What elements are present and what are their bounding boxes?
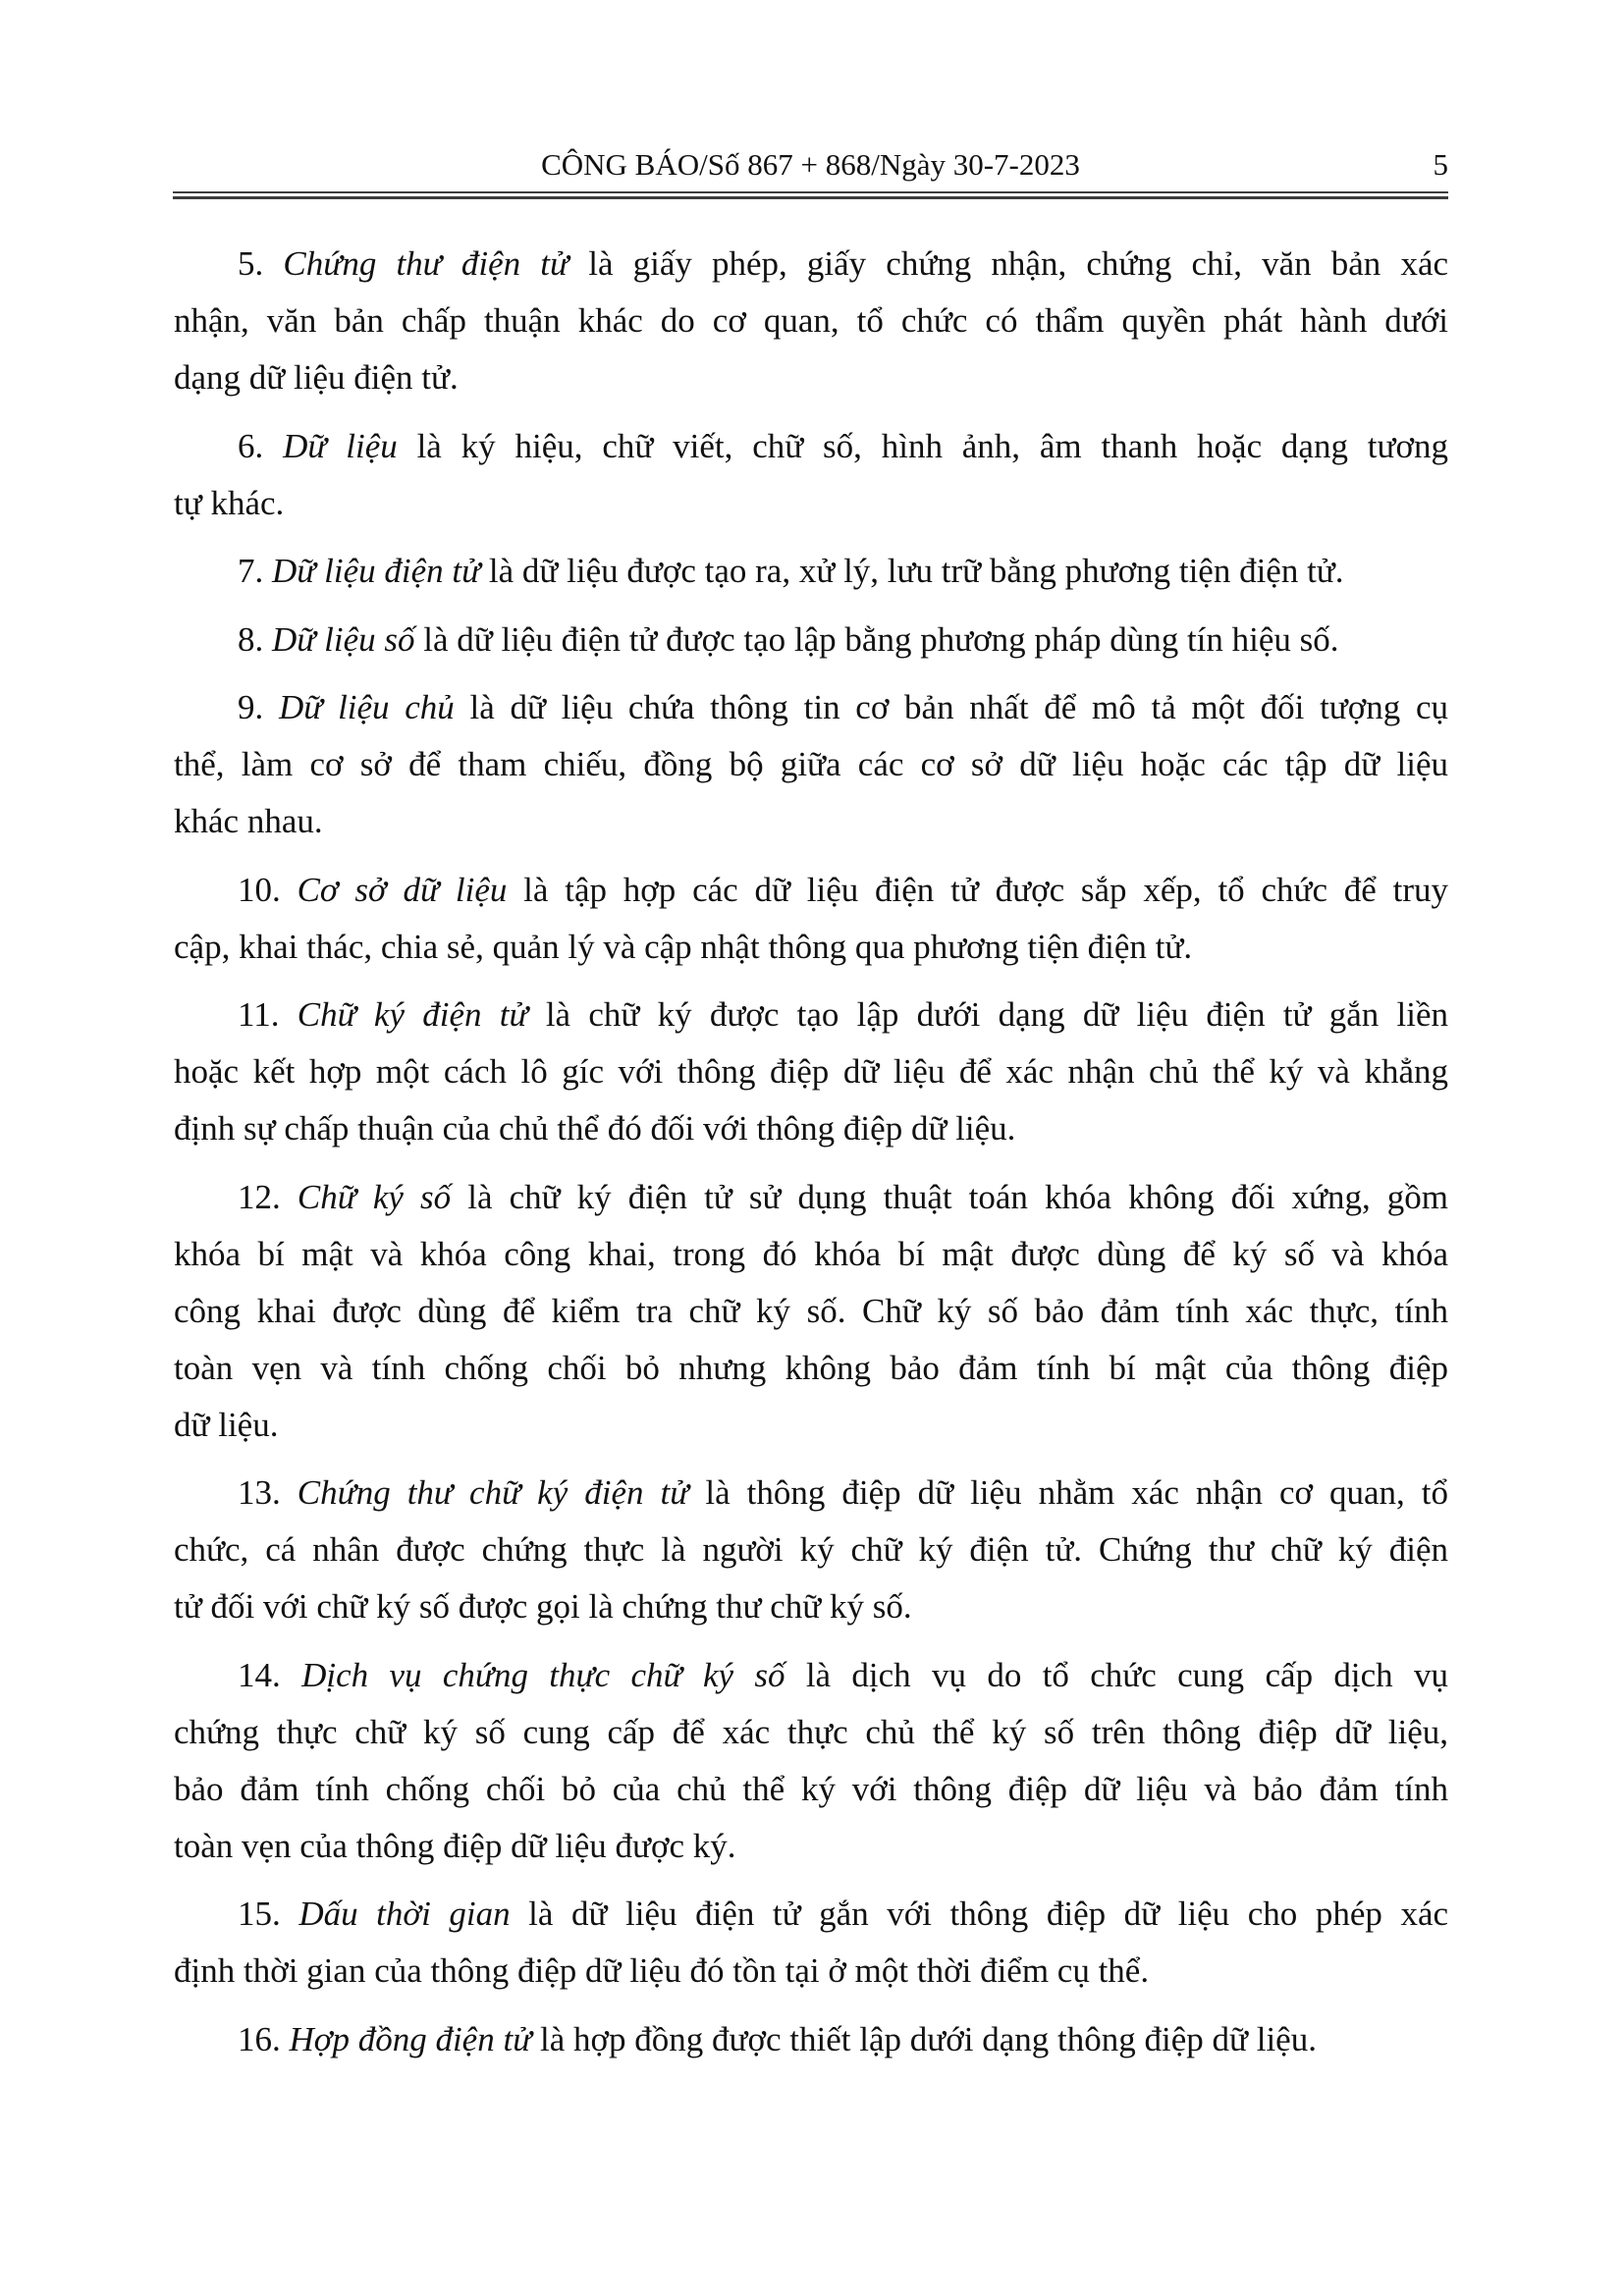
definition-text: là tập hợp các dữ liệu điện tử được sắp xếp, tổ chức để truy xyxy=(523,870,1449,909)
definition-text: là thông điệp dữ liệu nhằm xác nhận cơ quan, tổ xyxy=(705,1473,1449,1512)
paragraph-first-line xyxy=(174,2011,1448,2068)
definition-text: là chữ ký điện tử sử dụng thuật toán khóa không đối xứng, gồm xyxy=(467,1177,1449,1216)
definition-paragraph xyxy=(174,543,1448,600)
paragraph-line: nhận, văn bản chấp thuận khác do cơ quan, tổ chức có thẩm quyền phát hành dưới xyxy=(174,301,1448,340)
definition-text: là dịch vụ do tổ chức cung cấp dịch vụ xyxy=(805,1655,1449,1694)
item-number: 13. xyxy=(238,1473,281,1512)
definition-text: là ký hiệu, chữ viết, chữ số, hình ảnh, âm thanh hoặc dạng tương xyxy=(416,426,1448,465)
definition-paragraph xyxy=(174,862,1448,976)
definition-paragraph xyxy=(174,2011,1448,2068)
item-number: 10. xyxy=(238,870,281,909)
paragraph-first-line xyxy=(174,1169,1448,1226)
definition-paragraph xyxy=(174,418,1448,532)
header-rule-bottom xyxy=(173,196,1448,199)
definition-text: là dữ liệu được tạo ra, xử lý, lưu trữ bằng phương tiện điện tử. xyxy=(488,552,1344,590)
defined-term: Hợp đồng điện tử xyxy=(289,2019,532,2058)
defined-term: Dữ liệu chủ xyxy=(278,688,455,726)
item-number: 12. xyxy=(238,1177,281,1216)
paragraph-line: định sự chấp thuận của chủ thể đó đối với thông điệp dữ liệu. xyxy=(174,1109,1016,1148)
item-number: 5. xyxy=(238,244,264,283)
paragraph-line: tự khác. xyxy=(174,483,285,522)
document-body xyxy=(174,236,1448,2079)
item-number: 16. xyxy=(238,2019,281,2058)
paragraph-line: khác nhau. xyxy=(174,802,323,840)
defined-term: Chữ ký số xyxy=(297,1177,452,1216)
definition-paragraph xyxy=(174,1886,1448,2000)
definition-text: là dữ liệu chứa thông tin cơ bản nhất để mô tả một đối tượng cụ xyxy=(469,688,1449,726)
paragraph-line: bảo đảm tính chống chối bỏ của chủ thể ký với thông điệp dữ liệu và bảo đảm tính xyxy=(174,1769,1448,1808)
paragraph-first-line xyxy=(174,679,1448,736)
item-number: 6. xyxy=(238,426,264,465)
item-number: 11. xyxy=(238,995,280,1034)
paragraph-first-line xyxy=(174,612,1448,668)
gazette-header-title: CÔNG BÁO/Số 867 + 868/Ngày 30-7-2023 xyxy=(541,147,1080,182)
paragraph-line: tử đối với chữ ký số được gọi là chứng thư chữ ký số. xyxy=(174,1587,912,1626)
defined-term: Chứng thư chữ ký điện tử xyxy=(297,1473,689,1512)
definition-text: là dữ liệu điện tử gắn với thông điệp dữ liệu cho phép xác xyxy=(528,1895,1449,1933)
defined-term: Dấu thời gian xyxy=(298,1895,511,1933)
paragraph-first-line xyxy=(174,987,1448,1043)
defined-term: Dịch vụ chứng thực chữ ký số xyxy=(301,1655,785,1694)
paragraph-line: toàn vẹn và tính chống chối bỏ nhưng không bảo đảm tính bí mật của thông điệp xyxy=(174,1348,1448,1387)
definition-paragraph xyxy=(174,987,1448,1157)
paragraph-line: cập, khai thác, chia sẻ, quản lý và cập nhật thông qua phương tiện điện tử. xyxy=(174,927,1193,966)
defined-term: Dữ liệu số xyxy=(272,619,415,659)
paragraph-first-line xyxy=(174,1647,1448,1704)
paragraph-first-line xyxy=(174,236,1448,293)
defined-term: Cơ sở dữ liệu xyxy=(297,870,508,909)
page-header xyxy=(173,143,1448,187)
item-number: 15. xyxy=(238,1895,281,1933)
paragraph-line: hoặc kết hợp một cách lô gíc với thông điệp dữ liệu để xác nhận chủ thể ký và khẳng xyxy=(174,1052,1448,1091)
paragraph-line: toàn vẹn của thông điệp dữ liệu được ký. xyxy=(174,1826,736,1865)
item-number: 14. xyxy=(238,1655,281,1694)
item-number: 7. xyxy=(238,552,264,590)
header-rule-top xyxy=(173,191,1448,193)
paragraph-first-line xyxy=(174,862,1448,919)
paragraph-line: công khai được dùng để kiểm tra chữ ký số. Chữ ký số bảo đảm tính xác thực, tính xyxy=(174,1291,1448,1330)
paragraph-first-line xyxy=(174,1465,1448,1522)
definition-text: là giấy phép, giấy chứng nhận, chứng chỉ, văn bản xác xyxy=(588,244,1449,283)
definition-paragraph xyxy=(174,236,1448,406)
definition-text: là hợp đồng được thiết lập dưới dạng thông điệp dữ liệu. xyxy=(540,2019,1317,2058)
defined-term: Chứng thư điện tử xyxy=(283,244,569,283)
item-number: 9. xyxy=(238,688,264,726)
defined-term: Dữ liệu điện tử xyxy=(272,552,481,590)
definition-paragraph xyxy=(174,612,1448,668)
paragraph-line: dữ liệu. xyxy=(174,1405,279,1444)
page-number: 5 xyxy=(1433,147,1448,182)
definition-text: là chữ ký được tạo lập dưới dạng dữ liệu điện tử gắn liền xyxy=(545,995,1449,1034)
paragraph-first-line xyxy=(174,543,1448,600)
definition-text: là dữ liệu điện tử được tạo lập bằng phương pháp dùng tín hiệu số. xyxy=(423,619,1339,659)
paragraph-line: dạng dữ liệu điện tử. xyxy=(174,358,459,397)
definition-paragraph xyxy=(174,1169,1448,1454)
paragraph-line: thể, làm cơ sở để tham chiếu, đồng bộ giữa các cơ sở dữ liệu hoặc các tập dữ liệu xyxy=(174,745,1448,783)
defined-term: Dữ liệu xyxy=(283,426,398,465)
paragraph-line: chức, cá nhân được chứng thực là người ký chữ ký điện tử. Chứng thư chữ ký điện xyxy=(174,1530,1448,1569)
definition-paragraph xyxy=(174,1465,1448,1635)
paragraph-line: chứng thực chữ ký số cung cấp để xác thực chủ thể ký số trên thông điệp dữ liệu, xyxy=(174,1712,1448,1751)
defined-term: Chữ ký điện tử xyxy=(297,995,528,1034)
paragraph-line: định thời gian của thông điệp dữ liệu đó tồn tại ở một thời điểm cụ thể. xyxy=(174,1951,1150,1990)
paragraph-first-line xyxy=(174,418,1448,475)
item-number: 8. xyxy=(238,619,264,659)
paragraph-line: khóa bí mật và khóa công khai, trong đó khóa bí mật được dùng để ký số và khóa xyxy=(174,1234,1448,1273)
paragraph-first-line xyxy=(174,1886,1448,1943)
definition-paragraph xyxy=(174,679,1448,850)
definition-paragraph xyxy=(174,1647,1448,1875)
